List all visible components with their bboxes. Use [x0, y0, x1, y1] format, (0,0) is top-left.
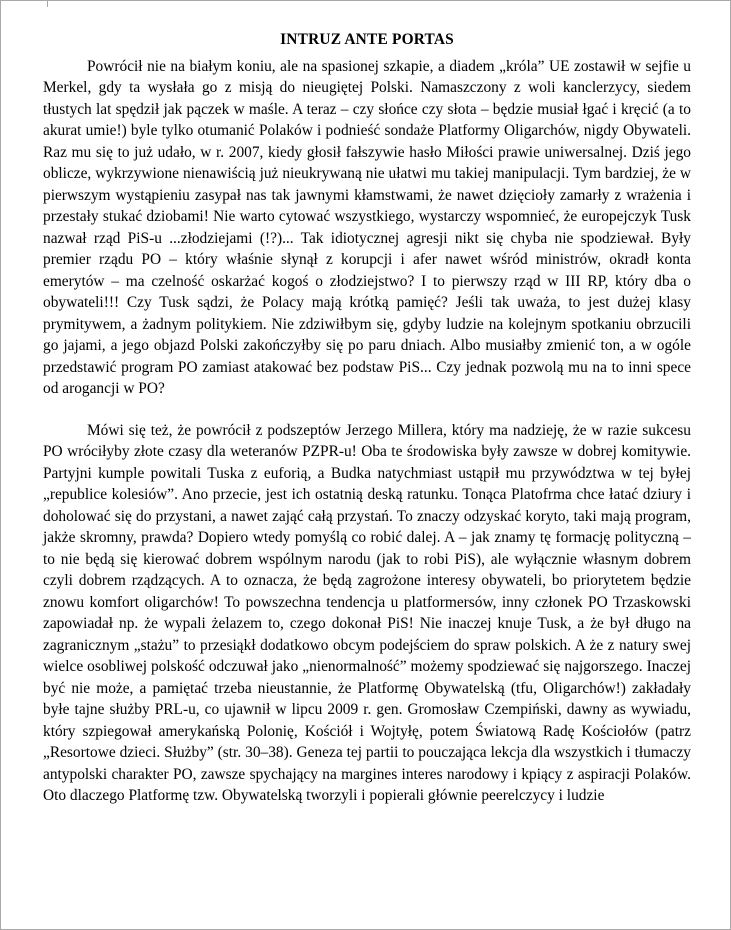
paragraph: Mówi się też, że powrócił z podszeptów Jerzego Millera, który ma nadzieję, że w razie sukcesu PO wróciłyby złote czasy dla weteranów PZPR-u! Oba te środowiska były zawsze w dobrej komitywie. Partyjni kumple powitali Tuska z euforią, a Budka natychmiast ustąpił mu przywództwa w tej byłej „republice kolesiów”. Ano przecie, jest ich ostatnią deską ratunku. Tonąca Platofrma chce łatać dziury i doholować się do przystani, a nawet zająć całą przystań. To znaczy odzyskać koryto, taki mają program, jakże skromny, prawda? Dopiero wtedy pomyślą co robić dalej. A – jak znamy tę formację polityczną – to nie będą się kierować dobrem wspólnym narodu (jak to robi PiS), ale wyłącznie własnym dobrem czyli dobrem rządzących. A to oznacza, że będą zagrożone interesy obywateli, bo priorytetem będzie znowu komfort oligarchów! To powszechna tendencja u platformersów, inny członek PO Trzaskowski zapowiadał np. że wypali żelazem to, czego dokonał PiS! Nie inaczej knuje Tusk, a że był długo na zagranicznym „stażu” to przesiąkł dodatkowo obcym podejściem do spraw polskich. A że z natury swej wielce osobliwej polskość odczuwał jako „nienormalność” możemy spodziewać się najgorszego. Inaczej być nie może, a pamiętać trzeba nieustannie, że Platformę Obywatelską (tfu, Oligarchów!) zakładały byłe tajne służby PRL-u, co ujawnił w lipcu 2009 r. gen. Gromosław Czempiński, dawny as wywiadu, który szpiegował amerykańską Polonię, Kościół i Wojtyłę, potem Światową Radę Kościołów (patrz „Resortowe dzieci. Służby” (str. 30–38). Geneza tej partii to pouczająca lekcja dla wszystkich i tłumaczy antypolski charakter PO, zawsze spychający na margines interes narodowy i kpiący z aspiracji Polaków. Oto dlaczego Platformę tzw. Obywatelską tworzyli i popierali głównie peerelczycy i ludzie	[43, 421, 691, 804]
paragraph: Powrócił nie na białym koniu, ale na spasionej szkapie, a diadem „króla” UE zostawił w sejfie u Merkel, gdy ta wysłała go z misją do nieugiętej Polski. Namaszczony z woli kanclerzycy, siedem tłustych lat spędził jak pączek w maśle. A teraz – czy słońce czy słota – będzie musiał łgać i kręcić (a to akurat umie!) byle tylko otumanić Polaków i podnieść sondaże Platformy Oligarchów, nigdy Obywateli. Raz mu się to już udało, w r. 2007, kiedy głosił fałszywie hasło Miłości prawie uniwersalnej. Dziś jego oblicze, wykrzywione nienawiścią już nieukrywaną nie ułatwi mu takiej manipulacji. Tym bardziej, że w pierwszym wystąpieniu zasypał nas tak jawnymi kłamstwami, że nawet dzięcioły zamarły z wrażenia i przestały stukać dziobami! Nie warto cytować wszystkiego, wystarczy wspomnieć, że europejczyk Tusk nazwał rząd PiS-u ...złodziejami (!?)... Tak idiotycznej agresji nikt się chyba nie spodziewał. Były premier rządu PO – który właśnie słynął z korupcji i afer nawet wśród ministrów, okradł konta emerytów – ma czelność oskarżać kogoś o złodziejstwo? I to pierwszy rząd w III RP, który dba o obywateli!!! Czy Tusk sądzi, że Polacy mają krótką pamięć? Jeśli tak uważa, to jest dużej klasy prymitywem, a żadnym politykiem. Nie zdziwiłbym się, gdyby ludzie na kolejnym spotkaniu obrzucili go jajami, a jego objazd Polski zakończyłby się po paru dniach. Albo musiałby zmienić ton, a w ogóle przedstawić program PO zamiast atakować bez podstaw PiS... Czy jednak pozwolą mu na to inni spece od arogancji w PO?	[43, 57, 691, 397]
page-corner-mark	[37, 1, 48, 7]
document-title: INTRUZ ANTE PORTAS	[280, 31, 454, 48]
document-body	[43, 29, 691, 807]
